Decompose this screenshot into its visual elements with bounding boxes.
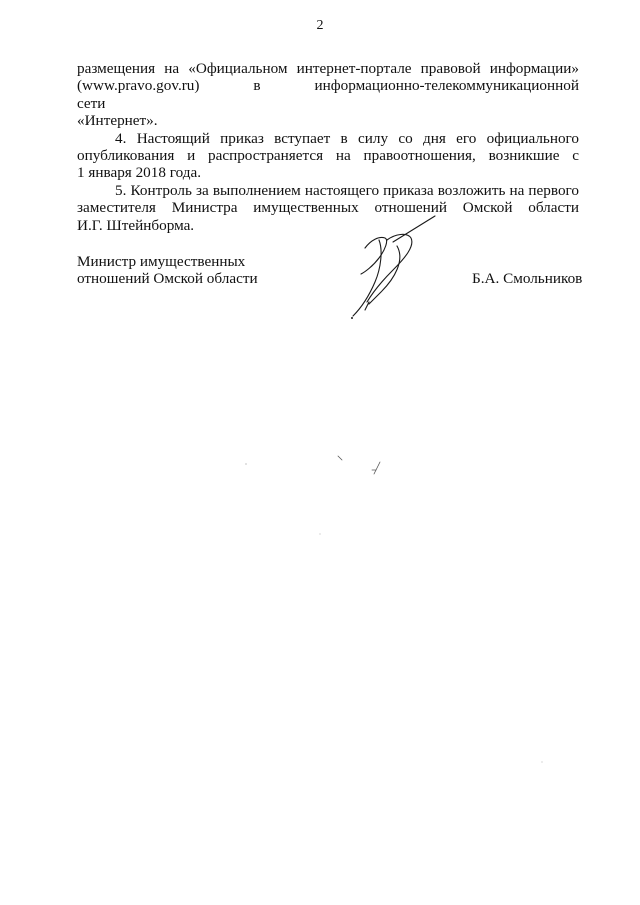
position-line: Министр имущественных xyxy=(77,253,246,270)
text-line: опубликования и распространяется на правоотношения, возникшие с xyxy=(77,147,579,165)
signatory-name: Б.А. Смольников xyxy=(472,270,583,287)
paragraph-control xyxy=(77,182,579,234)
paragraph-effective-date xyxy=(77,130,579,182)
text-line: 5. Контроль за выполнением настоящего приказа возложить на первого xyxy=(115,181,579,199)
text-line: И.Г. Штейнборма. xyxy=(77,216,195,234)
text-line: 1 января 2018 года. xyxy=(77,164,202,182)
document-body xyxy=(77,60,579,234)
page-number: 2 xyxy=(316,18,324,33)
signatory-position xyxy=(77,253,258,288)
text-line: 4. Настоящий приказ вступает в силу со дня его официального xyxy=(115,129,579,147)
text-line: «Интернет». xyxy=(77,112,158,130)
text-line: размещения на «Официальном интернет-портале правовой информации» xyxy=(77,60,579,77)
position-line: отношений Омской области xyxy=(77,270,258,288)
handwritten-signature xyxy=(335,210,445,325)
paragraph-publication xyxy=(77,60,579,130)
text-line: заместителя Министра имущественных отношений Омской области xyxy=(77,199,579,217)
text-line: (www.pravo.gov.ru) в информационно-телекоммуникационной сети xyxy=(77,77,579,112)
